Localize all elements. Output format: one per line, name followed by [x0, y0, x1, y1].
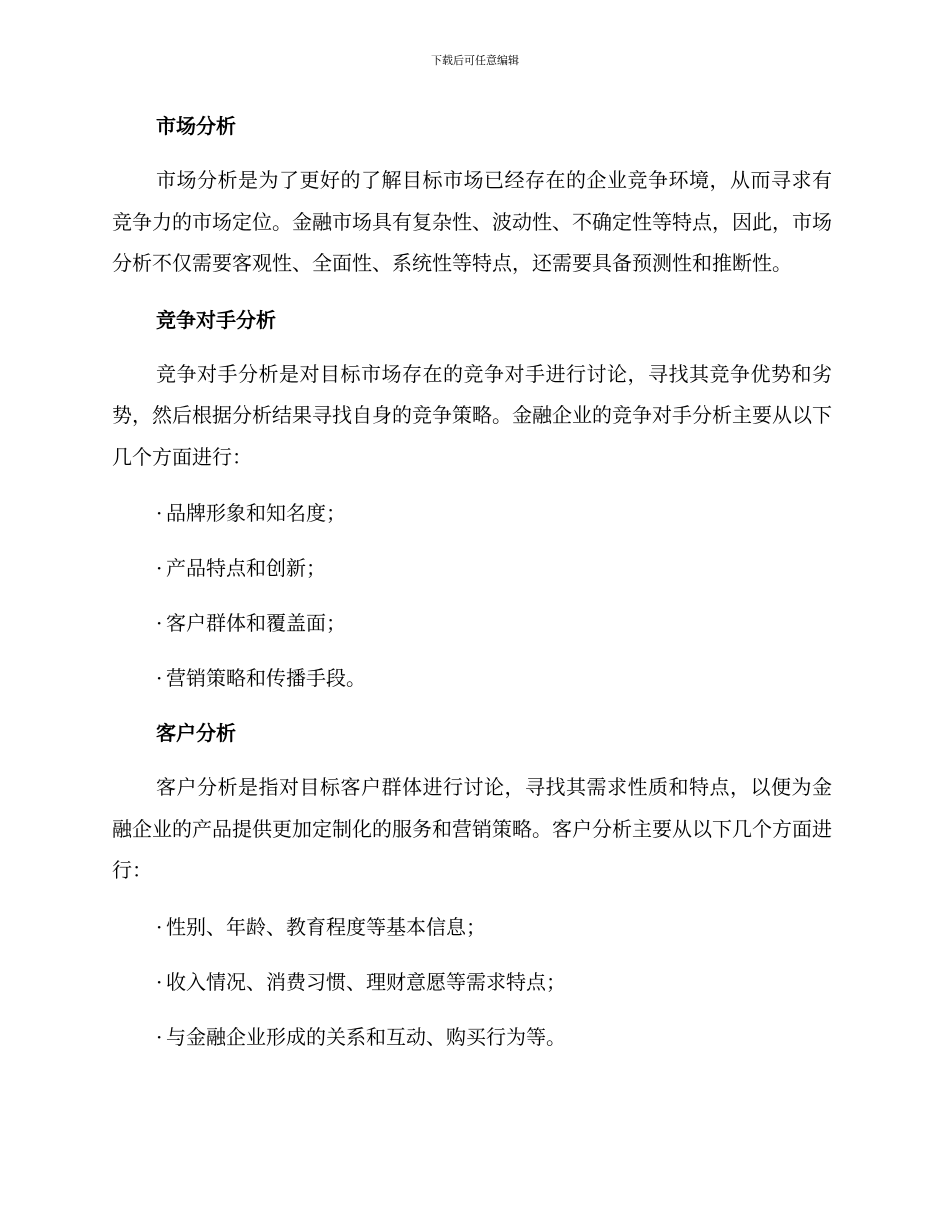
bullet-text: 收入情况、消费习惯、理财意愿等需求特点；: [166, 969, 566, 994]
bullet-dot-icon: ·: [156, 969, 163, 994]
document-body: [112, 106, 832, 1072]
page-header: 下载后可任意编辑: [431, 54, 519, 67]
bullet-item: [112, 907, 832, 947]
section-market-analysis: [112, 106, 832, 285]
bullet-text: 品牌形象和知名度；: [166, 501, 346, 525]
bullet-item: [112, 493, 832, 533]
bullet-text: 营销策略和传播手段。: [166, 666, 366, 690]
section-heading: 市场分析: [156, 114, 236, 138]
section-heading: 竞争对手分析: [156, 307, 276, 332]
bullet-dot-icon: ·: [156, 611, 163, 635]
section-competitor-analysis: [112, 300, 832, 699]
bullet-item: [112, 658, 832, 698]
section-paragraph: 客户分析是指对目标客户群体进行讨论，寻找其需求性质和特点，以便为金融企业的产品提供更加定制化的服务和营销策略。客户分析主要从以下几个方面进行：: [112, 775, 832, 882]
section-heading: 客户分析: [156, 721, 236, 745]
bullet-item: [112, 962, 832, 1002]
bullet-item: [112, 1017, 832, 1057]
section-paragraph: 竞争对手分析是对目标市场存在的竞争对手进行讨论，寻找其竞争优势和劣势，然后根据分析结果寻找自身的竞争策略。金融企业的竞争对手分析主要从以下几个方面进行：: [112, 361, 832, 469]
bullet-dot-icon: ·: [156, 556, 163, 580]
bullet-text: 产品特点和创新；: [166, 556, 326, 580]
bullet-dot-icon: ·: [156, 1024, 163, 1049]
bullet-dot-icon: ·: [156, 914, 163, 939]
bullet-dot-icon: ·: [156, 501, 163, 525]
section-customer-analysis: [112, 713, 832, 1057]
bullet-text: 与金融企业形成的关系和互动、购买行为等。: [166, 1024, 566, 1049]
section-paragraph: 市场分析是为了更好的了解目标市场已经存在的企业竞争环境，从而寻求有竞争力的市场定位。金融市场具有复杂性、波动性、不确定性等特点，因此，市场分析不仅需要客观性、全面性、系统性等特点，还需要具备预测性和推断性。: [112, 168, 832, 275]
bullet-item: [112, 548, 832, 588]
bullet-text: 性别、年龄、教育程度等基本信息；: [166, 914, 486, 939]
bullet-text: 客户群体和覆盖面；: [166, 611, 346, 635]
bullet-dot-icon: ·: [156, 666, 163, 690]
bullet-item: [112, 603, 832, 643]
